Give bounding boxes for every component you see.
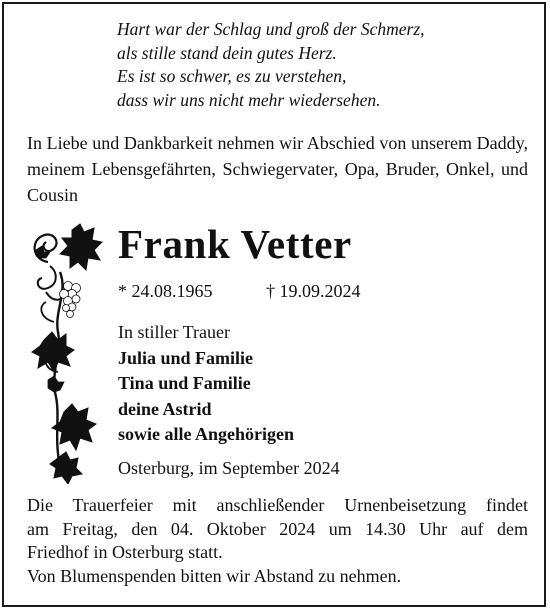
obituary-notice (2, 2, 546, 607)
mourner-name: Tina und Familie (118, 373, 251, 393)
service-details (27, 494, 528, 588)
farewell-intro: In Liebe und Dankbarkeit nehmen wir Abschied von unserem Daddy, meinem Lebensgefährten, Schwiegervater, Opa, Bruder, Onkel, und Cousin (27, 133, 528, 205)
grapevine-icon (28, 222, 104, 484)
mourner-name: Julia und Familie (118, 347, 254, 368)
mourner-name: deine Astrid (118, 398, 212, 419)
poem-line: als stille stand dein gutes Herz. (117, 42, 337, 63)
death-date: † 19.09.2024 (266, 281, 361, 301)
life-dates (118, 280, 418, 302)
mourner-name: sowie alle Angehörigen (118, 424, 294, 444)
memorial-poem (117, 18, 517, 112)
service-line: Von Blumenspenden bitten wir Abstand zu nehmen. (27, 565, 402, 586)
place-and-date: Osterburg, im September 2024 (118, 458, 340, 478)
service-line: Die Trauerfeier mit anschließender Urnenbeisetzung findet (27, 495, 528, 515)
mourners-list (118, 320, 294, 448)
poem-line: Es ist so schwer, es zu verstehen, (117, 66, 347, 86)
poem-line: dass wir uns nicht mehr wiedersehen. (117, 89, 381, 110)
deceased-name: Frank Vetter (118, 221, 352, 267)
service-line: am Freitag, den 04. Oktober 2024 um 14.30 Uhr auf dem (27, 518, 528, 539)
mourners-lead: In stiller Trauer (118, 322, 230, 342)
service-line: Friedhof in Osterburg statt. (27, 542, 223, 562)
poem-line: Hart war der Schlag und groß der Schmerz, (117, 19, 425, 39)
birth-date: * 24.08.1965 (118, 281, 213, 301)
